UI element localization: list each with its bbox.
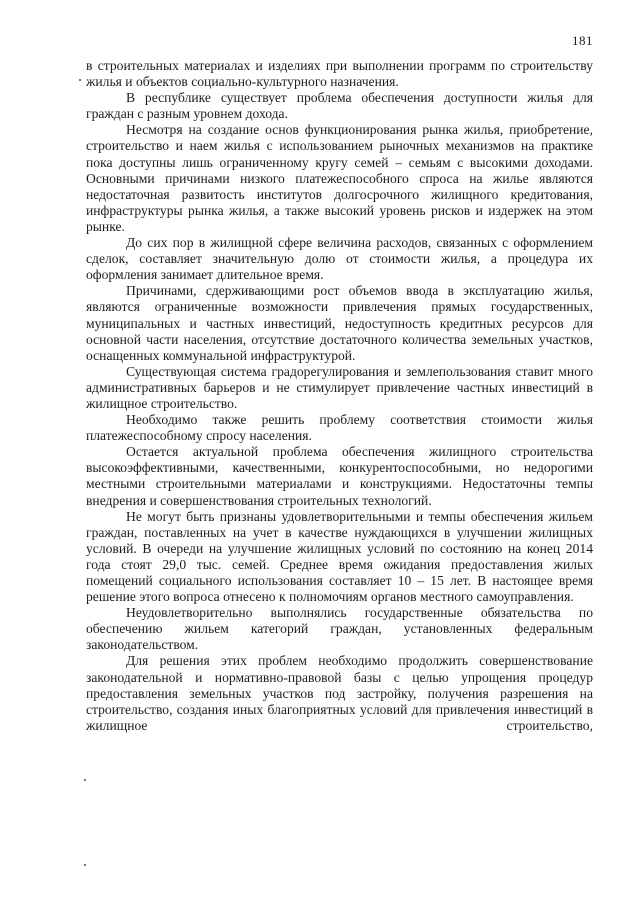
paragraph-8: Остается актуальной проблема обеспечения жилищного строительства высокоэффективными, качественными, конкурентоспособными, но недорогими местными строительными материалами и конструкциями. Недостаточны темпы внедрения и совершенствования строительных технологий.: [86, 444, 593, 508]
paragraph-9: Не могут быть признаны удовлетворительными и темпы обеспечения жильем граждан, поставленных на учет в качестве нуждающихся в улучшении жилищных условий. В очереди на улучшение жилищных условий по состоянию на конец 2014 года стоят 29,0 тыс. семей. Среднее время ожидания предоставления жилых помещений социального использования составляет 10 – 15 лет. В настоящее время решение этого вопроса отнесено к полномочиям органов местного самоуправления.: [86, 508, 593, 605]
paragraph-5: Причинами, сдерживающими рост объемов ввода в эксплуатацию жилья, являются ограниченные возможности привлечения прямых государственных, муниципальных и частных инвестиций, недоступность кредитных ресурсов для основной части населения, отсутствие достаточного количества земельных участков, оснащенных коммунальной инфраструктурой.: [86, 283, 593, 363]
scan-speck: [79, 79, 81, 81]
paragraph-4: До сих пор в жилищной сфере величина расходов, связанных с оформлением сделок, составляет значительную долю от стоимости жилья, а процедура их оформления занимает длительное время.: [86, 235, 593, 283]
paragraph-10: Неудовлетворительно выполнялись государственные обязательства по обеспечению жильем категорий граждан, установленных федеральным законодательством.: [86, 605, 593, 653]
paragraph-3: Несмотря на создание основ функционирования рынка жилья, приобретение, строительство и наем жилья с использованием рыночных механизмов на практике пока доступны лишь ограниченному кругу семей – семьям с высокими доходами. Основными причинами низкого платежеспособного спроса на жилье являются недостаточная развитость институтов долгосрочного жилищного кредитования, инфраструктуры рынка жилья, а также высокий уровень рисков и издержек на этом рынке.: [86, 122, 593, 234]
document-body: [86, 58, 593, 734]
paragraph-7: Необходимо также решить проблему соответствия стоимости жилья платежеспособному спросу населения.: [86, 412, 593, 444]
paragraph-11: Для решения этих проблем необходимо продолжить совершенствование законодательной и нормативно-правовой базы с целью упрощения процедур предоставления земельных участков под застройку, получения разрешения на строительство, создания иных благоприятных условий для привлечения инвестиций в жилищное строительство,: [86, 653, 593, 733]
scan-speck: [84, 779, 86, 781]
page-number: 181: [572, 33, 593, 48]
paragraph-2: В республике существует проблема обеспечения доступности жилья для граждан с разным уровнем дохода.: [86, 90, 593, 122]
paragraph-1: в строительных материалах и изделиях при выполнении программ по строительству жилья и объектов социально-культурного назначения.: [86, 58, 593, 90]
paragraph-6: Существующая система градорегулирования и землепользования ставит много административных барьеров и не стимулирует привлечение частных инвестиций в жилищное строительство.: [86, 363, 593, 411]
scan-speck: [84, 864, 86, 866]
